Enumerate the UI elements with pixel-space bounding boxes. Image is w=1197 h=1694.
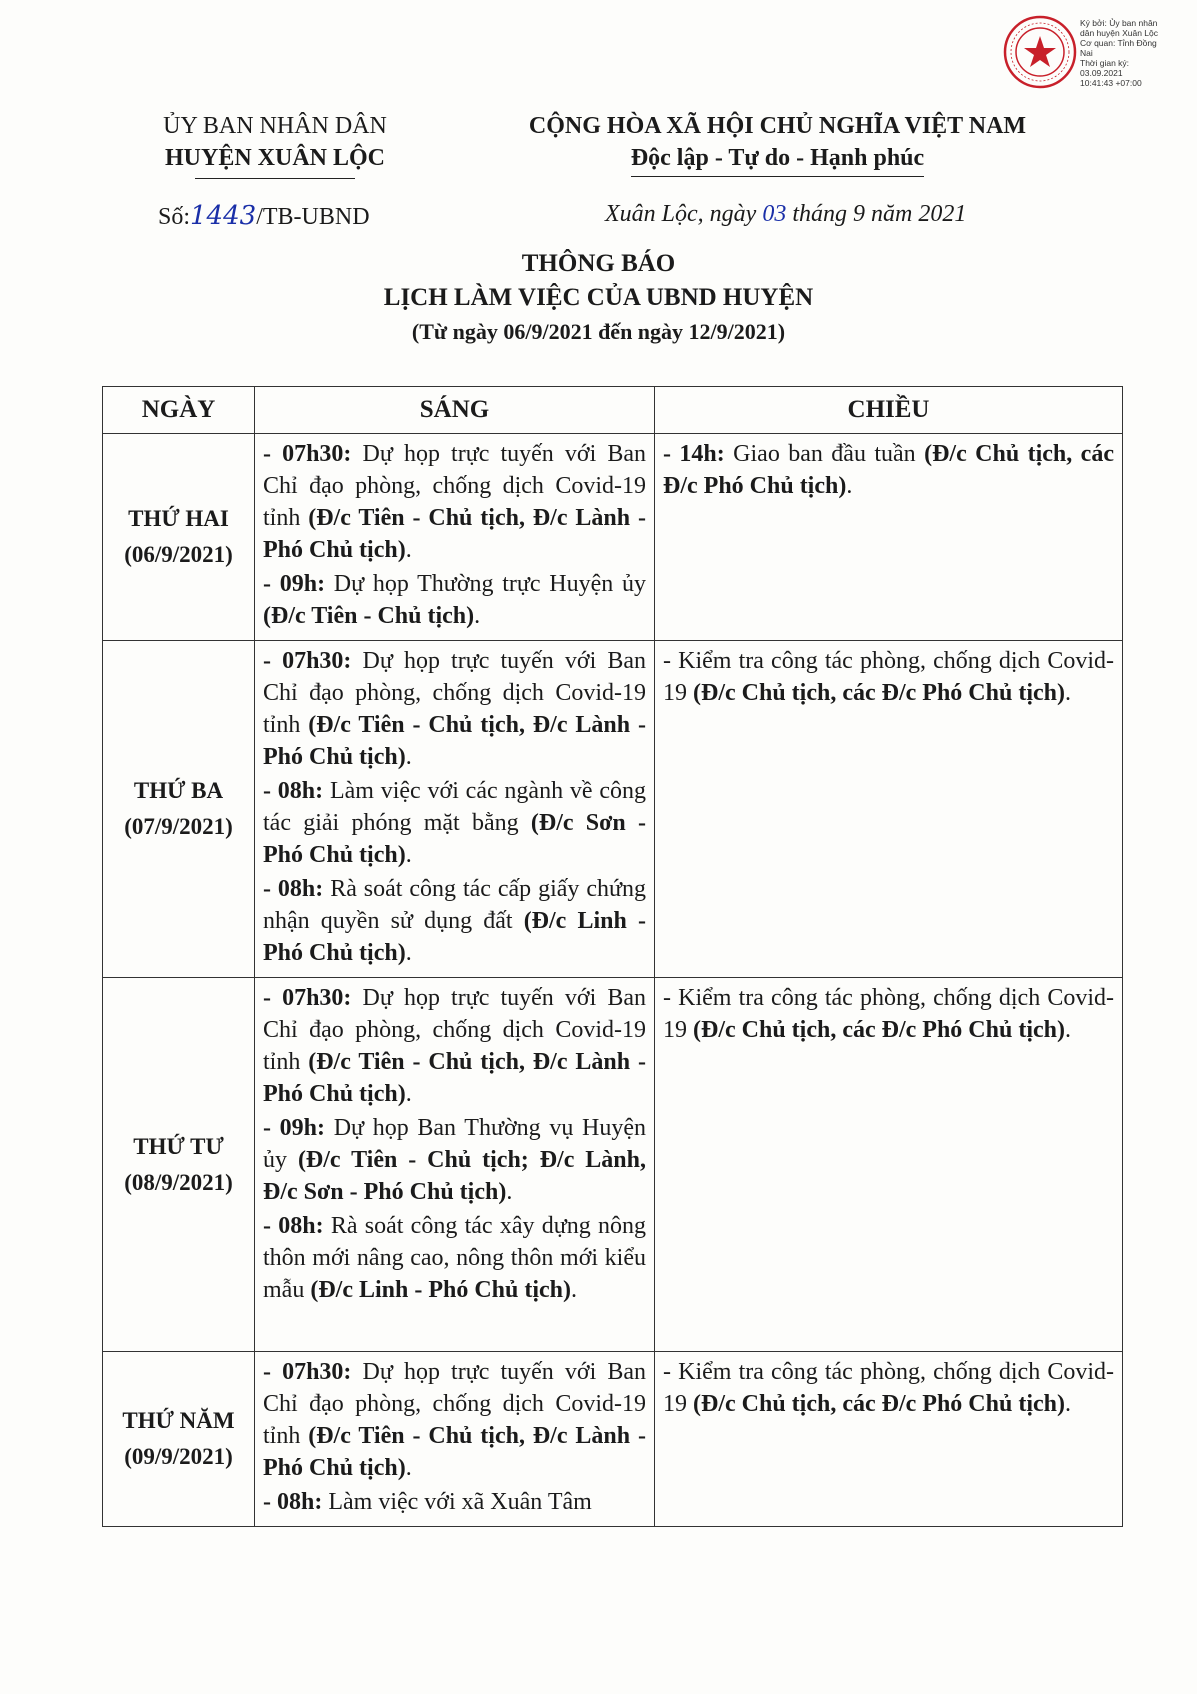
entry-participants: (Đ/c Sơn - Phó Chủ tịch): [263, 810, 647, 868]
entry-text: Dự họp trực tuyến với Ban Chỉ đạo phòng, chống dịch Covid-19 tỉnh: [263, 648, 646, 738]
afternoon-cell: [655, 434, 1123, 641]
signature-line: Cơ quan: Tỉnh Đồng: [1080, 38, 1157, 48]
entry-text: Dự họp trực tuyến với Ban Chỉ đạo phòng, chống dịch Covid-19 tỉnh: [263, 1359, 646, 1449]
entry-text: Dự họp Thường trực Huyện ủy: [325, 571, 646, 597]
day-name: THỨ TƯ: [133, 1133, 224, 1159]
schedule-entry: [263, 645, 646, 773]
issuing-organization: [130, 110, 420, 174]
day-name: THỨ NĂM: [122, 1408, 235, 1433]
schedule-entry: [663, 438, 1114, 502]
morning-cell: [255, 978, 655, 1352]
day-date: (08/9/2021): [124, 1169, 233, 1195]
title-line-1: THÔNG BÁO: [521, 250, 676, 277]
signature-line: Thời gian ký:: [1080, 58, 1130, 68]
entry-text: Rà soát công tác cấp giấy chứng nhận quyền sử dụng đất: [263, 876, 646, 934]
morning-cell: [255, 641, 655, 978]
entry-time: - 08h:: [263, 778, 324, 804]
day-name: THỨ HAI: [128, 506, 229, 531]
entry-text: - Kiểm tra công tác phòng, chống dịch Covid-19: [663, 648, 1114, 706]
entry-text: - Kiểm tra công tác phòng, chống dịch Covid-19: [663, 985, 1114, 1043]
schedule-entry: [263, 438, 646, 566]
entry-end: .: [474, 603, 481, 629]
schedule-entry: [263, 1356, 646, 1484]
entry-text: Rà soát công tác xây dựng nông thôn mới nâng cao, nông thôn mới kiểu mẫu: [263, 1213, 646, 1303]
signature-line: Nai: [1080, 48, 1093, 58]
entry-end: .: [405, 1455, 412, 1481]
entry-text: Dự họp trực tuyến với Ban Chỉ đạo phòng, chống dịch Covid-19 tỉnh: [263, 441, 646, 531]
date-suffix: tháng 9 năm 2021: [792, 201, 967, 227]
national-motto: Độc lập - Tự do - Hạnh phúc: [631, 142, 924, 177]
entry-participants: (Đ/c Linh - Phó Chủ tịch): [263, 908, 646, 966]
date-day: 03: [762, 201, 787, 227]
entry-participants: (Đ/c Chủ tịch, các Đ/c Phó Chủ tịch): [693, 680, 1065, 706]
entry-end: .: [846, 473, 853, 499]
signature-info: [1080, 18, 1190, 88]
day-cell: [103, 641, 255, 978]
schedule-table: [102, 386, 1123, 1527]
header-morning: SÁNG: [255, 387, 655, 434]
entry-time: - 07h30:: [263, 441, 352, 467]
date-prefix: Xuân Lộc, ngày: [605, 201, 757, 227]
national-heading: [505, 110, 1050, 177]
entry-time: - 07h30:: [263, 648, 352, 674]
day-name: THỨ BA: [133, 778, 224, 803]
entry-participants: (Đ/c Tiên - Chủ tịch, Đ/c Lành - Phó Chủ tịch): [263, 712, 646, 770]
day-date: (09/9/2021): [124, 1444, 233, 1469]
schedule-entry: [263, 775, 646, 871]
table-row: [103, 1352, 1123, 1527]
entry-text: - Kiểm tra công tác phòng, chống dịch Covid-19: [663, 1359, 1114, 1417]
day-date: (06/9/2021): [124, 542, 233, 567]
entry-end: .: [506, 1179, 513, 1205]
schedule-entry: [263, 568, 646, 632]
day-cell: [103, 434, 255, 641]
afternoon-cell: [655, 1352, 1123, 1527]
schedule-entry: [663, 982, 1114, 1046]
signature-line: dân huyện Xuân Lộc: [1080, 28, 1158, 38]
entry-end: .: [1064, 1017, 1071, 1043]
document-number: [158, 201, 370, 231]
entry-text: Làm việc với xã Xuân Tâm: [322, 1489, 592, 1515]
entry-text: Làm việc với các ngành về công tác giải phóng mặt bằng: [263, 778, 646, 836]
entry-time: - 08h:: [263, 1489, 323, 1515]
entry-participants: (Đ/c Tiên - Chủ tịch, Đ/c Lành - Phó Chủ tịch): [263, 1049, 646, 1107]
table-row: [103, 641, 1123, 978]
table-row: [103, 434, 1123, 641]
table-row: [103, 978, 1123, 1352]
schedule-entry: [263, 1210, 646, 1306]
org-line-1: ỦY BAN NHÂN DÂN: [163, 113, 387, 139]
entry-end: .: [405, 1081, 412, 1107]
entry-time: - 08h:: [263, 876, 324, 902]
entry-participants: (Đ/c Tiên - Chủ tịch; Đ/c Lành, Đ/c Sơn - Phó Chủ tịch): [263, 1147, 647, 1205]
entry-end: .: [1064, 680, 1071, 706]
entry-end: .: [405, 940, 412, 966]
title-line-2: LỊCH LÀM VIỆC CỦA UBND HUYỆN: [383, 284, 814, 311]
doc-no-suffix: /TB-UBND: [256, 204, 370, 230]
day-cell: [103, 978, 255, 1352]
entry-time: - 14h:: [663, 441, 725, 467]
schedule-entry: [263, 1486, 646, 1518]
entry-time: - 09h:: [263, 1115, 326, 1141]
entry-text: Giao ban đầu tuần: [724, 441, 925, 467]
schedule-entry: [263, 982, 646, 1110]
schedule-entry: [263, 1112, 646, 1208]
entry-end: .: [405, 537, 412, 563]
signature-line: 03.09.2021: [1080, 68, 1123, 78]
digital-signature-seal: [1002, 14, 1078, 90]
schedule-entry: [663, 1356, 1114, 1420]
doc-no-value: 1443: [190, 201, 257, 231]
entry-participants: (Đ/c Chủ tịch, các Đ/c Phó Chủ tịch): [663, 441, 1114, 499]
org-line-2: HUYỆN XUÂN LỘC: [164, 145, 385, 171]
issue-date: [605, 201, 966, 228]
entry-time: - 07h30:: [263, 985, 352, 1011]
afternoon-cell: [655, 641, 1123, 978]
title-line-3: (Từ ngày 06/9/2021 đến ngày 12/9/2021): [411, 319, 786, 344]
entry-time: - 07h30:: [263, 1359, 352, 1385]
document-title: [0, 247, 1197, 349]
country-name: CỘNG HÒA XÃ HỘI CHỦ NGHĨA VIỆT NAM: [528, 113, 1027, 139]
entry-participants: (Đ/c Chủ tịch, các Đ/c Phó Chủ tịch): [693, 1391, 1065, 1417]
entry-participants: (Đ/c Tiên - Chủ tịch): [263, 603, 475, 629]
signature-line: Ký bởi: Ủy ban nhân: [1080, 18, 1158, 28]
entry-text: Dự họp Ban Thường vụ Huyện ủy: [263, 1115, 646, 1173]
entry-end: .: [1064, 1391, 1071, 1417]
entry-end: .: [571, 1277, 578, 1303]
entry-end: .: [405, 842, 412, 868]
entry-time: - 09h:: [263, 571, 326, 597]
morning-cell: [255, 434, 655, 641]
entry-participants: (Đ/c Linh - Phó Chủ tịch): [310, 1277, 572, 1303]
entry-participants: (Đ/c Chủ tịch, các Đ/c Phó Chủ tịch): [693, 1017, 1065, 1043]
doc-no-prefix: Số:: [158, 204, 191, 230]
header-day: NGÀY: [103, 387, 255, 434]
entry-participants: (Đ/c Tiên - Chủ tịch, Đ/c Lành - Phó Chủ tịch): [263, 1423, 646, 1481]
table-header-row: [103, 387, 1123, 434]
signature-line: 10:41:43 +07:00: [1080, 78, 1142, 88]
entry-time: - 08h:: [263, 1213, 324, 1239]
entry-participants: (Đ/c Tiên - Chủ tịch, Đ/c Lành - Phó Chủ tịch): [263, 505, 646, 563]
schedule-entry: [263, 873, 646, 969]
morning-cell: [255, 1352, 655, 1527]
header-divider: [195, 178, 355, 179]
day-date: (07/9/2021): [124, 814, 233, 839]
entry-end: .: [405, 744, 412, 770]
entry-text: Dự họp trực tuyến với Ban Chỉ đạo phòng, chống dịch Covid-19 tỉnh: [263, 985, 646, 1075]
afternoon-cell: [655, 978, 1123, 1352]
schedule-entry: [663, 645, 1114, 709]
day-cell: [103, 1352, 255, 1527]
header-afternoon: CHIỀU: [655, 387, 1123, 434]
